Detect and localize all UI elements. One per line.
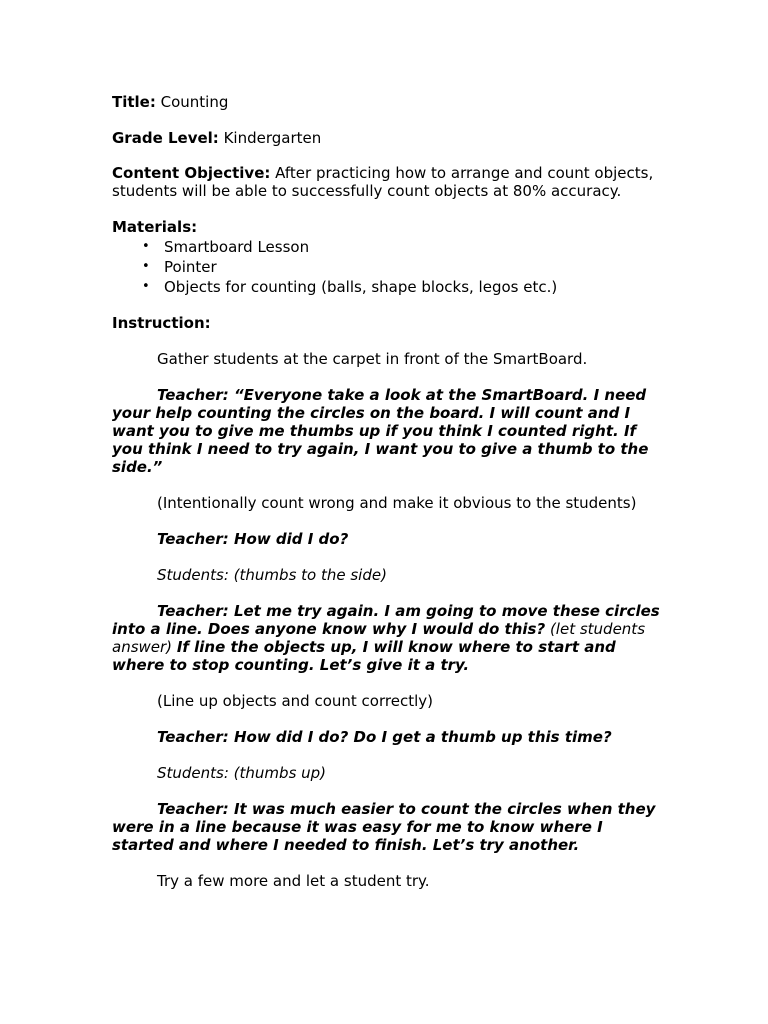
materials-list	[112, 237, 660, 297]
content-objective-text: After practicing how to arrange and count objects, students will be able to successfully count objects at 80% accuracy.	[112, 164, 654, 200]
title-label: Title:	[112, 93, 156, 111]
grade-level-label: Grade Level:	[112, 129, 219, 147]
list-item	[142, 237, 660, 257]
bullet-icon: •	[142, 279, 150, 294]
students-response-up: Students: (thumbs up)	[157, 764, 327, 782]
materials-heading	[112, 217, 660, 237]
list-item	[142, 277, 660, 297]
instruction-line-up: (Line up objects and count correctly)	[157, 692, 433, 710]
instruction-count-wrong: (Intentionally count wrong and make it obvious to the students)	[157, 494, 637, 512]
material-item-text: Objects for counting (balls, shape blocks, legos etc.)	[164, 278, 558, 296]
stage-direction: (let students answer)	[112, 620, 646, 656]
title-line	[112, 92, 660, 112]
material-item-text: Pointer	[164, 258, 217, 276]
material-item-text: Smartboard Lesson	[164, 238, 310, 256]
bullet-icon: •	[142, 239, 150, 254]
instruction-label: Instruction:	[112, 314, 211, 332]
teacher-dialogue-try-again	[112, 602, 660, 674]
teacher-dialogue-how-did-i-do: Teacher: How did I do?	[157, 530, 349, 548]
bullet-icon: •	[142, 259, 150, 274]
instruction-try-more: Try a few more and let a student try.	[157, 872, 430, 890]
instruction-heading	[112, 313, 660, 333]
grade-level-value: Kindergarten	[223, 129, 322, 147]
instruction-gather: Gather students at the carpet in front of the SmartBoard.	[157, 350, 588, 368]
materials-label: Materials:	[112, 218, 198, 236]
content-objective	[112, 164, 660, 200]
content-objective-label: Content Objective:	[112, 164, 271, 182]
title-value: Counting	[160, 93, 229, 111]
list-item	[142, 257, 660, 277]
students-response-side: Students: (thumbs to the side)	[157, 566, 387, 584]
teacher-dialogue-thumb-up: Teacher: How did I do? Do I get a thumb up this time?	[157, 728, 612, 746]
teacher-dialogue-intro: Teacher: “Everyone take a look at the SmartBoard. I need your help counting the circles on the board. I will count and I want you to give me thumbs up if you think I counted right. If you think I need to try again, I want you to give a thumb to the side.”	[112, 386, 649, 476]
grade-level-line	[112, 128, 660, 148]
teacher-dialogue-easier: Teacher: It was much easier to count the circles when they were in a line because it was easy for me to know where I started and where I needed to finish. Let’s try another.	[112, 800, 656, 854]
teacher-dialogue-part: Teacher: Let me try again. I am going to move these circles into a line. Does anyone know why I would do this?	[112, 602, 660, 638]
lesson-plan-document	[112, 92, 660, 890]
teacher-dialogue-part: If line the objects up, I will know where to start and where to stop counting. Let’s give it a try.	[112, 638, 616, 674]
